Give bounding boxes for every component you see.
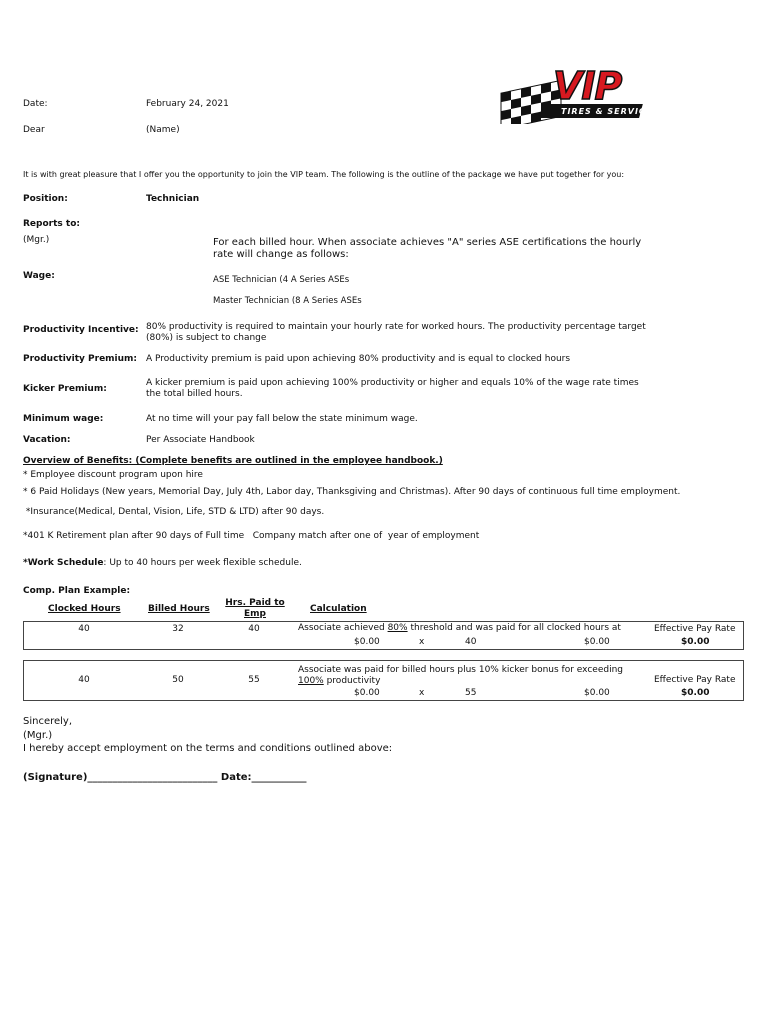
benefit-item: * 6 Paid Holidays (New years, Memorial Day, July 4th, Labor day, Thanksgiving and Christmas). After 90 days of continuous full time employment. (23, 487, 681, 497)
row2-amount2: $0.00 (584, 688, 610, 698)
reports-to-label: Reports to: (23, 219, 80, 229)
position-value: Technician (146, 194, 200, 204)
row2-billed: 50 (172, 675, 184, 685)
master-technician: Master Technician (8 A Series ASEs (213, 296, 362, 306)
productivity-premium-value: A Productivity premium is paid upon achieving 80% productivity and is equal to clocked hours (146, 354, 571, 364)
row2-calc-line2 (298, 676, 380, 686)
column-billed-hours: Billed Hours (148, 604, 210, 614)
comp-plan-heading: Comp. Plan Example: (23, 586, 131, 596)
ase-technician: ASE Technician (4 A Series ASEs (213, 275, 350, 285)
comp-plan-row-1 (23, 621, 744, 650)
minimum-wage-label: Minimum wage: (23, 414, 104, 424)
row2-hours: 55 (465, 688, 477, 698)
logo-tagline: TIRES & SERVICE (561, 107, 653, 116)
vacation-value: Per Associate Handbook (146, 435, 255, 445)
row1-billed: 32 (172, 624, 184, 634)
row1-amount1: $0.00 (354, 637, 380, 647)
row1-calc-pct: 80% (387, 623, 408, 633)
row2-paid: 55 (248, 675, 260, 685)
row1-calc-post: threshold and was paid for all clocked hours at (407, 623, 621, 633)
row2-calc-line1: Associate was paid for billed hours plus 10% kicker bonus for exceeding (298, 665, 623, 675)
wage-label: Wage: (23, 271, 55, 281)
wage-description: For each billed hour. When associate achieves "A" series ASE certifications the hourly rate will change as follows: (213, 237, 642, 260)
comp-plan-row-2 (23, 660, 744, 701)
row2-calc-pct: 100% (298, 676, 324, 686)
date-label: Date: (23, 99, 48, 109)
row1-paid: 40 (248, 624, 260, 634)
row2-effective-label: Effective Pay Rate (654, 675, 736, 685)
vacation-label: Vacation: (23, 435, 71, 445)
productivity-premium-label: Productivity Premium: (23, 354, 138, 364)
column-calculation: Calculation (310, 604, 367, 614)
row1-hours: 40 (465, 637, 477, 647)
logo-brand: VIP (553, 64, 622, 108)
row2-calc-post: productivity (323, 676, 381, 686)
kicker-premium-label: Kicker Premium: (23, 384, 107, 394)
productivity-incentive-value: 80% productivity is required to maintain your hourly rate for worked hours. The productivity percentage target (80%) is subject to change (146, 322, 646, 343)
row2-amount1: $0.00 (354, 688, 380, 698)
row2-clocked: 40 (78, 675, 90, 685)
work-schedule-label: *Work Schedule (23, 558, 104, 568)
benefit-item: *401 K Retirement plan after 90 days of Full time Company match after one of year of employment (23, 531, 480, 541)
work-schedule (23, 558, 302, 568)
row1-calc-pre: Associate achieved (298, 623, 388, 633)
date-value: February 24, 2021 (146, 99, 229, 109)
benefit-item: * Employee discount program upon hire (23, 470, 203, 480)
row1-amount2: $0.00 (584, 637, 610, 647)
row1-clocked: 40 (78, 624, 90, 634)
vip-logo (497, 66, 662, 124)
dear-label: Dear (23, 125, 45, 135)
closing-mgr: (Mgr.) (23, 730, 53, 741)
intro-text: It is with great pleasure that I offer you the opportunity to join the VIP team. The following is the outline of the package we have put together for you: (23, 170, 625, 179)
column-hrs-paid: Hrs. Paid to Emp (225, 598, 285, 619)
row1-times: x (419, 637, 425, 647)
position-label: Position: (23, 194, 68, 204)
minimum-wage-value: At no time will your pay fall below the state minimum wage. (146, 414, 418, 424)
benefits-heading: Overview of Benefits: (Complete benefits are outlined in the employee handbook.) (23, 456, 443, 466)
dear-value: (Name) (146, 125, 180, 135)
row1-calculation (298, 623, 621, 633)
column-clocked-hours: Clocked Hours (48, 604, 121, 614)
reports-to-value: (Mgr.) (23, 235, 50, 245)
row2-effective-value: $0.00 (681, 688, 710, 698)
benefit-item: *Insurance(Medical, Dental, Vision, Life, STD & LTD) after 90 days. (23, 507, 325, 517)
closing-accept: I hereby accept employment on the terms and conditions outlined above: (23, 743, 393, 754)
row1-effective-value: $0.00 (681, 637, 710, 647)
row2-times: x (419, 688, 425, 698)
productivity-incentive-label: Productivity Incentive: (23, 325, 139, 335)
signature-line[interactable]: (Signature)__________________________ Date:___________ (23, 772, 307, 783)
kicker-premium-value: A kicker premium is paid upon achieving 100% productivity or higher and equals 10% of the wage rate times the total billed hours. (146, 378, 639, 399)
row1-effective-label: Effective Pay Rate (654, 624, 736, 634)
work-schedule-value: : Up to 40 hours per week flexible schedule. (103, 558, 302, 568)
closing-sincerely: Sincerely, (23, 716, 73, 727)
